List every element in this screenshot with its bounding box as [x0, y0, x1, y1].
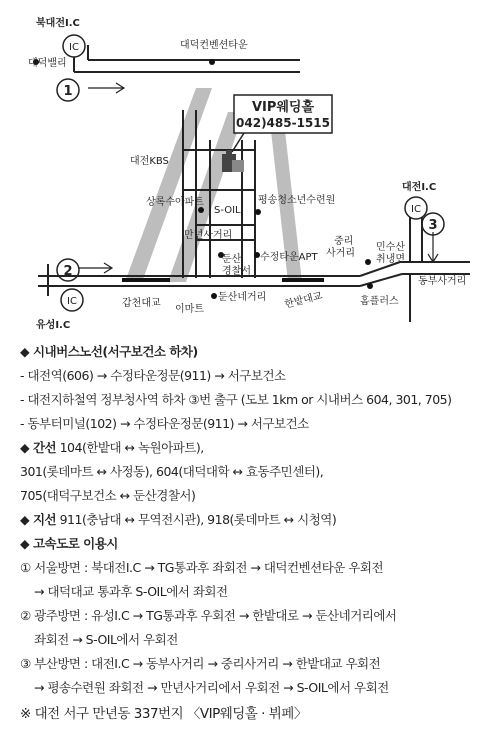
trunk-routes-1: 104(한밭대 ↔ 녹원아파트), [56, 440, 204, 455]
mannyeon-label: 만년사거리 [184, 230, 233, 241]
ic-east-text: IC [411, 204, 421, 215]
venue-phone: 042)485-1515 [236, 116, 330, 130]
location-map [0, 0, 480, 335]
minsusan-label-1: 민수산 [376, 242, 405, 253]
jungri-label-2: 사거리 [326, 248, 355, 259]
daedeok-valley-label: 대덕밸리 [28, 58, 67, 69]
convention-town-label: 대덕컨벤션타운 [180, 40, 248, 51]
venue-name: VIP웨딩홀 [251, 100, 315, 115]
bus-route-2: - 대전지하철역 정부청사역 하차 ③번 출구 (도보 1km or 시내버스 604, 301, 705) [20, 392, 452, 407]
branch-label: ◆ 지선 [20, 512, 57, 527]
dunsan-crossroad-label: 둔산네거리 [218, 292, 267, 303]
highway-gwangju-1: ② 광주방면 : 유성I.C → TG통과후 우회전 → 한밭대로 → 둔산네거리에서 [20, 608, 397, 623]
trunk-line-2: 301(롯데마트 ↔ 사정동), 604(대덕대학 ↔ 효동주민센터), [20, 464, 324, 479]
emart-label: 이마트 [175, 304, 204, 315]
east-crossroad-label: 동부사거리 [418, 276, 467, 287]
highway-section-title: ◆ 고속도로 이용시 [20, 536, 118, 551]
gapcheon-bridge-label: 갑천대교 [122, 298, 161, 309]
trunk-label: ◆ 간선 [20, 440, 57, 455]
route-1-number: 1 [63, 84, 73, 99]
highway-busan-2: → 평송수련원 좌회전 → 만년사거리에서 우회전 → S-OIL에서 우회전 [34, 680, 389, 695]
dunsan-police-label-2: 경찰서 [222, 266, 251, 277]
dunsan-police-label-1: 둔산 [222, 254, 242, 265]
route-3-number: 3 [428, 218, 438, 233]
homeplus-label: 홈플러스 [360, 296, 399, 307]
minsusan-label-2: 취냉면 [376, 254, 405, 265]
soil-label: S-OIL [214, 205, 241, 216]
ic-north-text: IC [69, 42, 79, 53]
highway-seoul-1: ① 서울방면 : 북대전I.C → TG통과후 좌회전 → 대덕컨벤션타운 우회전 [20, 560, 384, 575]
north-ic-label: 북대전I.C [36, 18, 80, 29]
apt-sangnoksu-label: 상록수아파트 [146, 197, 204, 208]
ic-west-text: IC [67, 296, 77, 307]
bus-route-1: - 대전역(606) → 수정타운정문(911) → 서구보건소 [20, 368, 286, 383]
east-ic-label: 대전I.C [402, 182, 437, 193]
west-ic-label: 유성I.C [36, 320, 71, 331]
bus-route-3: - 동부터미널(102) → 수정타운정문(911) → 서구보건소 [20, 416, 309, 431]
kbs-label: 대전KBS [130, 156, 169, 167]
highway-seoul-2: → 대덕대교 통과후 S-OIL에서 좌회전 [34, 584, 228, 599]
branch-line [20, 512, 336, 528]
jungri-label-1: 중리 [334, 236, 354, 247]
youth-center-label: 평송청소년수련원 [258, 195, 336, 206]
route-2-number: 2 [63, 264, 73, 279]
venue-address: ※ 대전 서구 만년동 337번지 〈VIP웨딩홀 · 뷔페〉 [20, 706, 307, 722]
hanbat-bridge-label: 한밭대교 [283, 290, 324, 311]
highway-gwangju-2: 좌회전 → S-OIL에서 우회전 [34, 632, 178, 647]
highway-busan-1: ③ 부산방면 : 대전I.C → 동부사거리 → 중리사거리 → 한밭대교 우회전 [20, 656, 381, 671]
trunk-line-1 [20, 440, 204, 456]
sujeong-apt-label: 수정타운APT [260, 252, 318, 263]
bus-section-title: ◆ 시내버스노선(서구보건소 하차) [20, 344, 198, 359]
branch-routes: 911(충남대 ↔ 무역전시관), 918(롯데마트 ↔ 시청역) [56, 512, 337, 527]
trunk-line-3: 705(대덕구보건소 ↔ 둔산경찰서) [20, 488, 196, 503]
